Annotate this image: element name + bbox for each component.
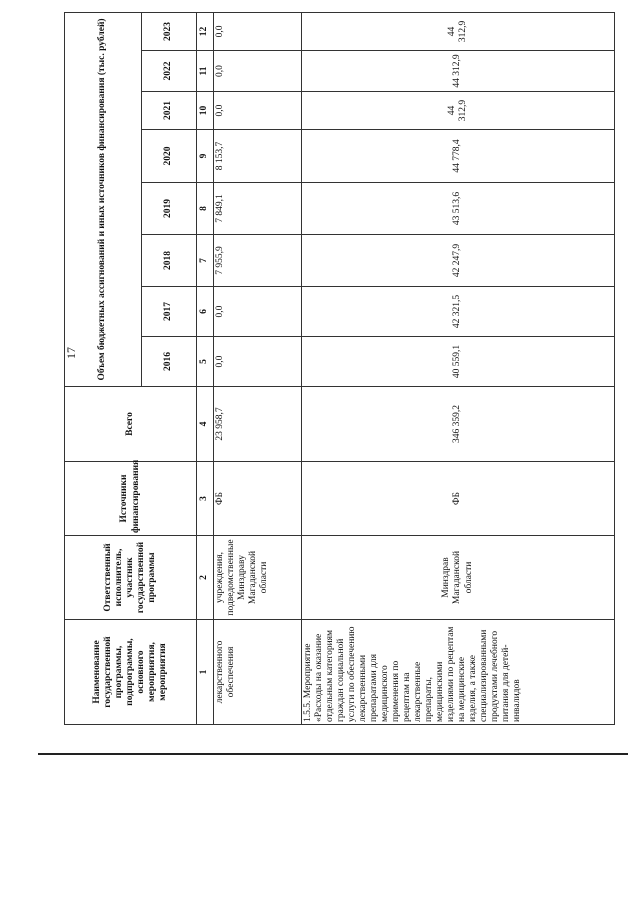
header-total: Всего xyxy=(65,387,197,462)
page-number: 17 xyxy=(64,347,78,359)
header-year: 2018 xyxy=(142,235,197,287)
row-value: 0,0 xyxy=(214,12,302,50)
funding-table xyxy=(64,12,615,725)
row-value: 44 778,4 xyxy=(302,130,615,183)
column-number: 11 xyxy=(197,51,214,92)
column-number: 1 xyxy=(197,620,214,725)
row-value: 42 247,9 xyxy=(302,235,615,287)
header-year: 2017 xyxy=(142,287,197,337)
row-value: 0,0 xyxy=(214,92,302,130)
row-executor: Минздрав Магаданской области xyxy=(302,536,615,620)
horizontal-rule xyxy=(38,753,628,755)
column-number: 7 xyxy=(197,235,214,287)
header-funding-group: Объем бюджетных ассигнований и иных источников финансирования (тыс. рублей) xyxy=(65,12,142,386)
row-value: 0,0 xyxy=(214,287,302,337)
table-row xyxy=(302,12,615,724)
row-value: 8 153,7 xyxy=(214,130,302,183)
header-executor: Ответственный исполнитель, участник государственной программы xyxy=(65,536,197,620)
row-value: 7 849,1 xyxy=(214,183,302,235)
row-value: 44 312,9 xyxy=(302,51,615,92)
row-value: 7 955,9 xyxy=(214,235,302,287)
row-total: 23 958,7 xyxy=(214,387,302,462)
column-number: 3 xyxy=(197,462,214,536)
row-value: 40 559,1 xyxy=(302,337,615,387)
row-name: лекарственного обеспечения xyxy=(214,620,302,725)
column-number: 9 xyxy=(197,130,214,183)
row-value: 0,0 xyxy=(214,337,302,387)
table-row xyxy=(214,12,302,724)
row-value: 0,0 xyxy=(214,51,302,92)
column-number: 12 xyxy=(197,12,214,50)
row-value: 44 312,9 xyxy=(302,12,615,50)
header-name: Наименование государственной программы, подпрограммы, основного мероприятия, мероприятия xyxy=(65,620,197,725)
header-year: 2021 xyxy=(142,92,197,130)
header-year: 2016 xyxy=(142,337,197,387)
header-year: 2020 xyxy=(142,130,197,183)
row-name: 1.5.5. Мероприятие «Расходы на оказание отдельным категориям граждан социальной услуги по обеспечению лекарственными препаратами для медицинского применения по рецептам на лекарственные препараты, медицинскими изделиями по рецептам на медицинские изделия, а также специализированными продуктами лечебного питания для детей-инвалидов xyxy=(302,620,615,725)
row-total: 346 359,2 xyxy=(302,387,615,462)
row-value: 43 513,6 xyxy=(302,183,615,235)
column-number: 5 xyxy=(197,337,214,387)
row-source: ФБ xyxy=(214,462,302,536)
row-source: ФБ xyxy=(302,462,615,536)
column-number: 4 xyxy=(197,387,214,462)
column-number: 6 xyxy=(197,287,214,337)
row-value: 42 321,5 xyxy=(302,287,615,337)
header-source: Источники финансирования xyxy=(65,462,197,536)
header-year: 2022 xyxy=(142,51,197,92)
header-year: 2019 xyxy=(142,183,197,235)
column-number: 10 xyxy=(197,92,214,130)
row-executor: учреждения, подведомственные Минздраву Магаданской области xyxy=(214,536,302,620)
column-number: 8 xyxy=(197,183,214,235)
header-year: 2023 xyxy=(142,12,197,50)
column-number: 2 xyxy=(197,536,214,620)
row-value: 44 312,9 xyxy=(302,92,615,130)
funding-table-rotated xyxy=(64,13,614,725)
